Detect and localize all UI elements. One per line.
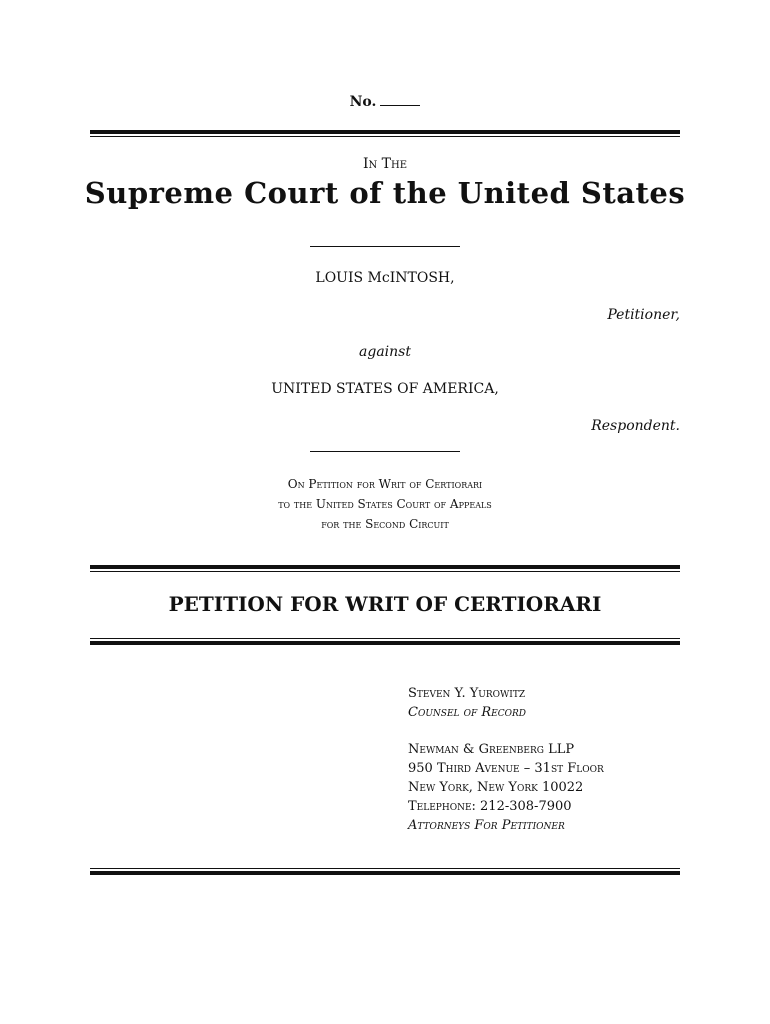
top-rule — [90, 130, 680, 137]
respondent-role: Respondent. — [591, 418, 680, 434]
petition-on-line1: On Petition for Writ of Certiorari — [287, 477, 483, 491]
telephone: Telephone: 212-308-7900 — [408, 799, 572, 814]
bottom-rule — [90, 868, 680, 875]
petition-on-line2: to the United States Court of Appeals — [278, 497, 492, 511]
versus-label: against — [359, 344, 411, 360]
attorney-role: Counsel of Record — [408, 705, 526, 720]
in-the-label: In The — [362, 156, 408, 172]
docket-number — [0, 93, 770, 110]
document-title: PETITION FOR WRIT OF CERTIORARI — [168, 592, 602, 616]
counsel-block — [408, 684, 604, 835]
title-rule-top — [90, 565, 680, 572]
docket-label: No. — [349, 94, 377, 110]
title-rule-bottom — [90, 638, 680, 645]
divider-lower — [310, 451, 460, 452]
petitioner-name: LOUIS McINTOSH, — [315, 270, 455, 286]
address-line2: New York, New York 10022 — [408, 780, 584, 795]
court-name: Supreme Court of the United States — [84, 176, 686, 210]
address-line1: 950 Third Avenue – 31st Floor — [408, 761, 604, 776]
petition-on-line3: for the Second Circuit — [321, 517, 449, 531]
docket-blank — [380, 93, 420, 106]
attorneys-for: Attorneys For Petitioner — [408, 818, 565, 833]
firm-name: Newman & Greenberg LLP — [408, 742, 575, 757]
respondent-name: UNITED STATES OF AMERICA, — [271, 381, 499, 397]
attorney-name: Steven Y. Yurowitz — [408, 686, 526, 701]
petitioner-role: Petitioner, — [607, 307, 680, 323]
divider-upper — [310, 246, 460, 247]
petition-on-block — [0, 474, 770, 534]
